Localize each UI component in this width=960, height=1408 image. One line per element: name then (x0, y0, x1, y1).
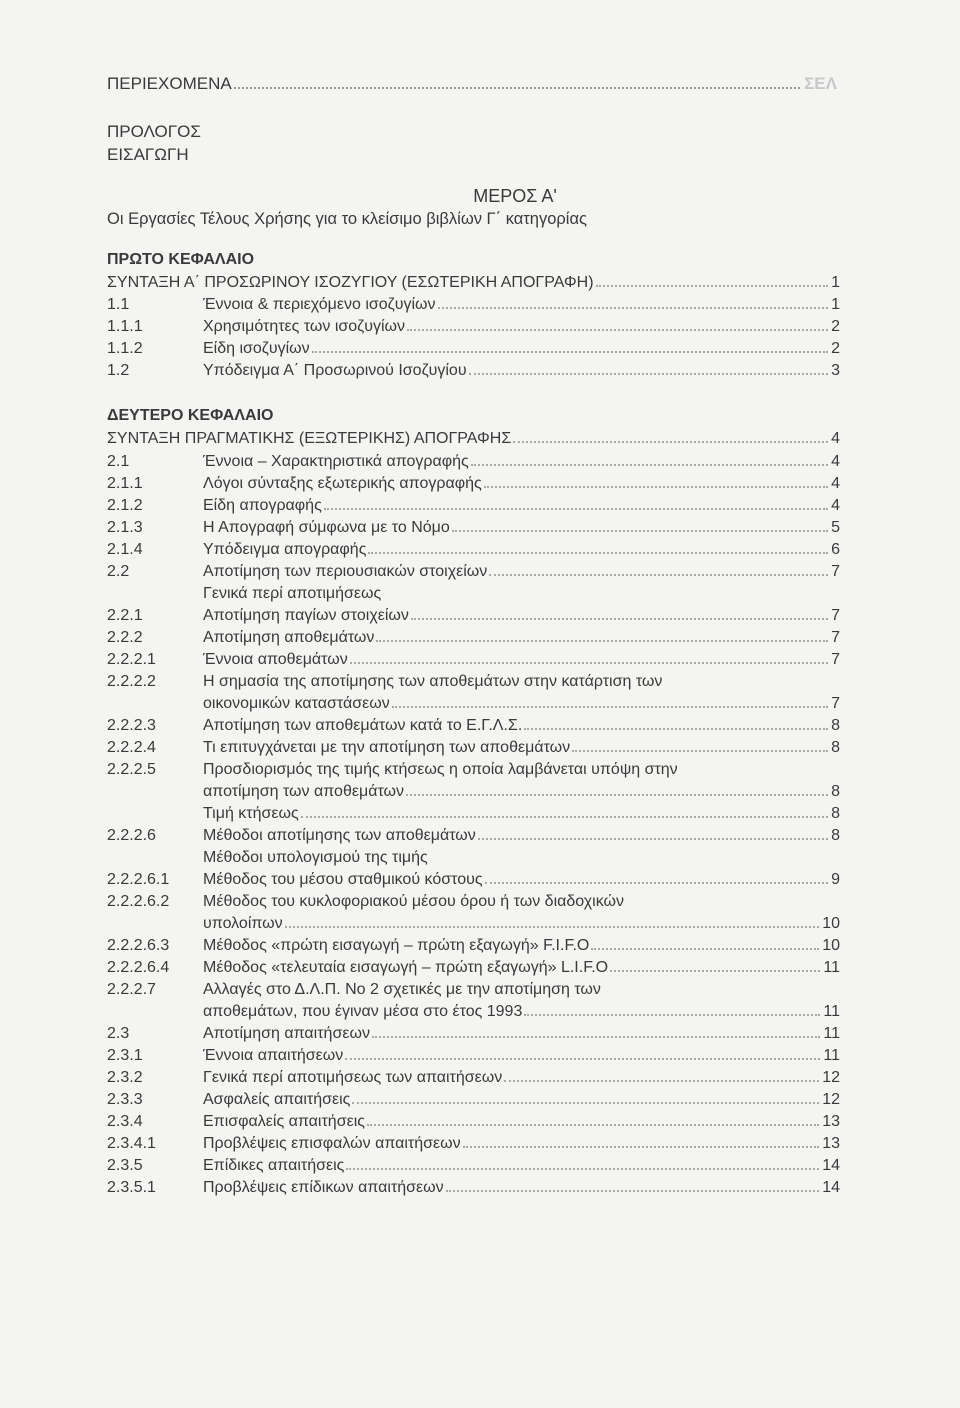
section-number: 2.2.2.6.3 (107, 937, 170, 954)
page-number: 1 (831, 296, 840, 313)
section-title-continued: αποτίμηση των αποθεμάτων (203, 783, 405, 800)
section-title: Έννοια & περιεχόμενο ισοζυγίων (203, 296, 436, 313)
leader-dots (312, 351, 828, 353)
section-number: 2.2.2.3 (107, 717, 156, 734)
section-title: Τιμή κτήσεως (203, 805, 299, 822)
section-title: Υπόδειγμα απογραφής (203, 541, 367, 558)
toc-entry (107, 495, 840, 517)
section-number: 2.1.2 (107, 497, 143, 514)
page-number: 12 (822, 1091, 840, 1108)
page-number: 4 (831, 453, 840, 470)
leader-dots (392, 706, 828, 708)
section-number: 2.2.2.2 (107, 673, 156, 690)
section-title-continued: οικονομικών καταστάσεων (203, 695, 390, 712)
section-number: 1.1.1 (107, 318, 143, 335)
page-number: 5 (831, 519, 840, 536)
leader-dots (469, 373, 829, 375)
page-number: 10 (822, 937, 840, 954)
toc-entry (107, 671, 840, 715)
leader-dots (478, 838, 828, 840)
page-number: 10 (822, 915, 840, 932)
toc-entry (107, 1155, 840, 1177)
leader-dots (524, 728, 828, 730)
section-title: Προσδιορισμός της τιμής κτήσεως η οποία λαμβάνεται υπόψη στην (203, 761, 678, 778)
page-number: 2 (831, 318, 840, 335)
section-number: 2.1.3 (107, 519, 143, 536)
page-number: 7 (831, 651, 840, 668)
page-number: 14 (822, 1179, 840, 1196)
section-number: 2.3 (107, 1025, 130, 1042)
leader-dots (572, 750, 828, 752)
page-number: 1 (831, 274, 840, 291)
front-matter-prologue: ΠΡΟΛΟΓΟΣ (107, 122, 201, 141)
section-number: 2.3.4.1 (107, 1135, 156, 1152)
page-number: 8 (831, 717, 840, 734)
leader-dots (504, 1080, 819, 1082)
section-title: Υπόδειγμα Α΄ Προσωρινού Ισοζυγίου (203, 362, 467, 379)
leader-dots (485, 882, 829, 884)
toc-entry (107, 869, 840, 891)
section-title: Μέθοδος του μέσου σταθμικού κόστους (203, 871, 483, 888)
page-number: 11 (823, 1025, 840, 1042)
section-number: 2.1 (107, 453, 130, 470)
leader-dots (346, 1168, 819, 1170)
toc-entry (107, 473, 840, 495)
section-number: 1.2 (107, 362, 130, 379)
leader-dots (301, 816, 828, 818)
toc-entry (107, 1045, 840, 1067)
toc-entry (107, 957, 840, 979)
toc-entry (107, 539, 840, 561)
section-title: Γενικά περί αποτιμήσεως (203, 585, 382, 602)
section-title: Προβλέψεις επίδικων απαιτήσεων (203, 1179, 444, 1196)
page-column-label: ΣΕΛ (804, 74, 837, 93)
section-title: Μέθοδος του κυκλοφοριακού μέσου όρου ή των διαδοχικών (203, 893, 625, 910)
front-matter-introduction: ΕΙΣΑΓΩΓΗ (107, 145, 189, 164)
leader-dots (411, 618, 828, 620)
toc-entry (107, 605, 840, 627)
page-number: 4 (831, 475, 840, 492)
toc-header (107, 74, 837, 94)
toc-entry (107, 583, 840, 605)
toc-entry (107, 803, 840, 825)
chapter-subtitle-entry (107, 428, 840, 450)
section-title: Χρησιμότητες των ισοζυγίων (203, 318, 406, 335)
section-title: Έννοια αποθεμάτων (203, 651, 348, 668)
toc-entry (107, 517, 840, 539)
section-number: 2.3.2 (107, 1069, 143, 1086)
toc-entry (107, 1089, 840, 1111)
section-title: Έννοια απαιτήσεων (203, 1047, 344, 1064)
section-number: 2.2.2.4 (107, 739, 156, 756)
section-title: Μέθοδος «τελευταία εισαγωγή – πρώτη εξαγωγή» L.I.F.O (203, 959, 609, 976)
page-number: 4 (831, 497, 840, 514)
section-title: Αποτίμηση των αποθεμάτων κατά το Ε.Γ.Λ.Σ. (203, 717, 523, 734)
section-number: 2.3.5.1 (107, 1179, 156, 1196)
chapter-subtitle: ΣΥΝΤΑΞΗ ΠΡΑΓΜΑΤΙΚΗΣ (ΕΞΩΤΕΡΙΚΗΣ) ΑΠΟΓΡΑΦΗΣ (107, 430, 512, 447)
leader-dots (438, 307, 829, 309)
leader-dots (596, 285, 829, 287)
toc-entry (107, 979, 840, 1023)
page-number: 4 (831, 430, 840, 447)
leader-dots (471, 464, 828, 466)
page-number: 9 (831, 871, 840, 888)
part-title: ΜΕΡΟΣ Α' (473, 186, 557, 206)
section-number: 2.2.2.6.2 (107, 893, 170, 910)
page-number: 8 (831, 783, 840, 800)
page-number: 11 (823, 1047, 840, 1064)
leader-dots (352, 1102, 819, 1104)
section-title: Είδη ισοζυγίων (203, 340, 310, 357)
toc-entry (107, 561, 840, 583)
section-number: 2.3.5 (107, 1157, 143, 1174)
toc-entry (107, 338, 840, 360)
section-title: Αποτίμηση παγίων στοιχείων (203, 607, 409, 624)
section-number: 2.1.4 (107, 541, 143, 558)
toc-entry (107, 1133, 840, 1155)
section-number: 2.3.3 (107, 1091, 143, 1108)
leader-dots (350, 662, 828, 664)
section-number: 2.2.2.6 (107, 827, 156, 844)
chapter-title: ΠΡΩΤΟ ΚΕΦΑΛΑΙΟ (107, 251, 255, 268)
toc-entry (107, 1111, 840, 1133)
section-number: 2.2.2.7 (107, 981, 156, 998)
page-number: 8 (831, 805, 840, 822)
leader-dots (285, 926, 820, 928)
section-title: Η Απογραφή σύμφωνα με το Νόμο (203, 519, 450, 536)
section-number: 1.1.2 (107, 340, 143, 357)
section-title: Αποτίμηση των περιουσιακών στοιχείων (203, 563, 488, 580)
section-number: 2.1.1 (107, 475, 143, 492)
toc-entry (107, 715, 840, 737)
leader-dots (591, 948, 819, 950)
page-number: 7 (831, 563, 840, 580)
section-title-continued: αποθεμάτων, που έγιναν μέσα στο έτος 1993 (203, 1003, 523, 1020)
leader-dots (324, 508, 828, 510)
section-title: Μέθοδοι αποτίμησης των αποθεμάτων (203, 827, 476, 844)
page-number: 3 (831, 362, 840, 379)
section-title-continued: υπολοίπων (203, 915, 283, 932)
part-subtitle: Οι Εργασίες Τέλους Χρήσης για το κλείσιμο βιβλίων Γ΄ κατηγορίας (107, 210, 587, 228)
section-title: Επίδικες απαιτήσεις (203, 1157, 345, 1174)
leader-dots (234, 86, 800, 89)
section-title: Προβλέψεις επισφαλών απαιτήσεων (203, 1135, 461, 1152)
leader-dots (513, 441, 828, 443)
toc-entry (107, 759, 840, 803)
toc-entry (107, 451, 840, 473)
leader-dots (376, 640, 828, 642)
section-title: Αποτίμηση απαιτήσεων (203, 1025, 370, 1042)
leader-dots (463, 1146, 820, 1148)
leader-dots (367, 1124, 819, 1126)
page-number: 8 (831, 827, 840, 844)
page-number: 11 (823, 959, 840, 976)
section-number: 2.2.2.1 (107, 651, 156, 668)
toc-entry (107, 360, 840, 382)
toc-entry (107, 316, 840, 338)
toc-entry (107, 825, 840, 847)
page-number: 13 (822, 1113, 840, 1130)
leader-dots (524, 1014, 820, 1016)
toc-entry (107, 935, 840, 957)
leader-dots (446, 1190, 820, 1192)
page-number: 2 (831, 340, 840, 357)
section-title: Μέθοδος «πρώτη εισαγωγή – πρώτη εξαγωγή» F.I.F.O (203, 937, 590, 954)
section-title: Η σημασία της αποτίμησης των αποθεμάτων στην κατάρτιση των (203, 673, 663, 690)
section-number: 2.2.2.6.1 (107, 871, 170, 888)
page-number: 14 (822, 1157, 840, 1174)
section-title: Μέθοδοι υπολογισμού της τιμής (203, 849, 428, 866)
toc-entry (107, 891, 840, 935)
toc-entry (107, 1023, 840, 1045)
toc-entry (107, 1177, 840, 1199)
chapter-title: ΔΕΥΤΕΡΟ ΚΕΦΑΛΑΙΟ (107, 407, 274, 424)
chapter-subtitle-entry (107, 272, 840, 294)
page-number: 13 (822, 1135, 840, 1152)
chapter-subtitle: ΣΥΝΤΑΞΗ Α΄ ΠΡΟΣΩΡΙΝΟΥ ΙΣΟΖΥΓΙΟΥ (ΕΣΩΤΕΡΙΚΗ ΑΠΟΓΡΑΦΗ) (107, 274, 594, 291)
toc-entry (107, 847, 840, 869)
section-number: 2.2.2.6.4 (107, 959, 170, 976)
toc-entry (107, 737, 840, 759)
section-title: Λόγοι σύνταξης εξωτερικής απογραφής (203, 475, 482, 492)
toc-header-label: ΠΕΡΙΕΧΟΜΕΝΑ (107, 74, 232, 93)
page-number: 7 (831, 629, 840, 646)
section-title: Έννοια – Χαρακτηριστικά απογραφής (203, 453, 469, 470)
page-number: 8 (831, 739, 840, 756)
section-number: 1.1 (107, 296, 130, 313)
leader-dots (489, 574, 828, 576)
page-number: 7 (831, 695, 840, 712)
section-number: 2.3.4 (107, 1113, 143, 1130)
leader-dots (406, 794, 828, 796)
toc-entry (107, 649, 840, 671)
leader-dots (610, 970, 820, 972)
page-number: 7 (831, 607, 840, 624)
section-title: Ασφαλείς απαιτήσεις (203, 1091, 351, 1108)
leader-dots (484, 486, 828, 488)
section-title: Αποτίμηση αποθεμάτων (203, 629, 375, 646)
leader-dots (452, 530, 828, 532)
leader-dots (372, 1036, 820, 1038)
toc-entry (107, 294, 840, 316)
page-number: 11 (823, 1003, 840, 1020)
section-title: Γενικά περί αποτιμήσεως των απαιτήσεων (203, 1069, 503, 1086)
section-title: Επισφαλείς απαιτήσεις (203, 1113, 365, 1130)
section-number: 2.2 (107, 563, 130, 580)
section-number: 2.3.1 (107, 1047, 143, 1064)
toc-entry (107, 627, 840, 649)
section-number: 2.2.2 (107, 629, 143, 646)
leader-dots (368, 552, 828, 554)
section-title: Αλλαγές στο Δ.Λ.Π. Νο 2 σχετικές με την αποτίμηση των (203, 981, 601, 998)
leader-dots (407, 329, 828, 331)
page-number: 6 (831, 541, 840, 558)
leader-dots (345, 1058, 820, 1060)
toc-entry (107, 1067, 840, 1089)
section-number: 2.2.2.5 (107, 761, 156, 778)
section-title: Είδη απογραφής (203, 497, 322, 514)
section-title: Τι επιτυγχάνεται με την αποτίμηση των αποθεμάτων (203, 739, 571, 756)
page-number: 12 (822, 1069, 840, 1086)
section-number: 2.2.1 (107, 607, 143, 624)
